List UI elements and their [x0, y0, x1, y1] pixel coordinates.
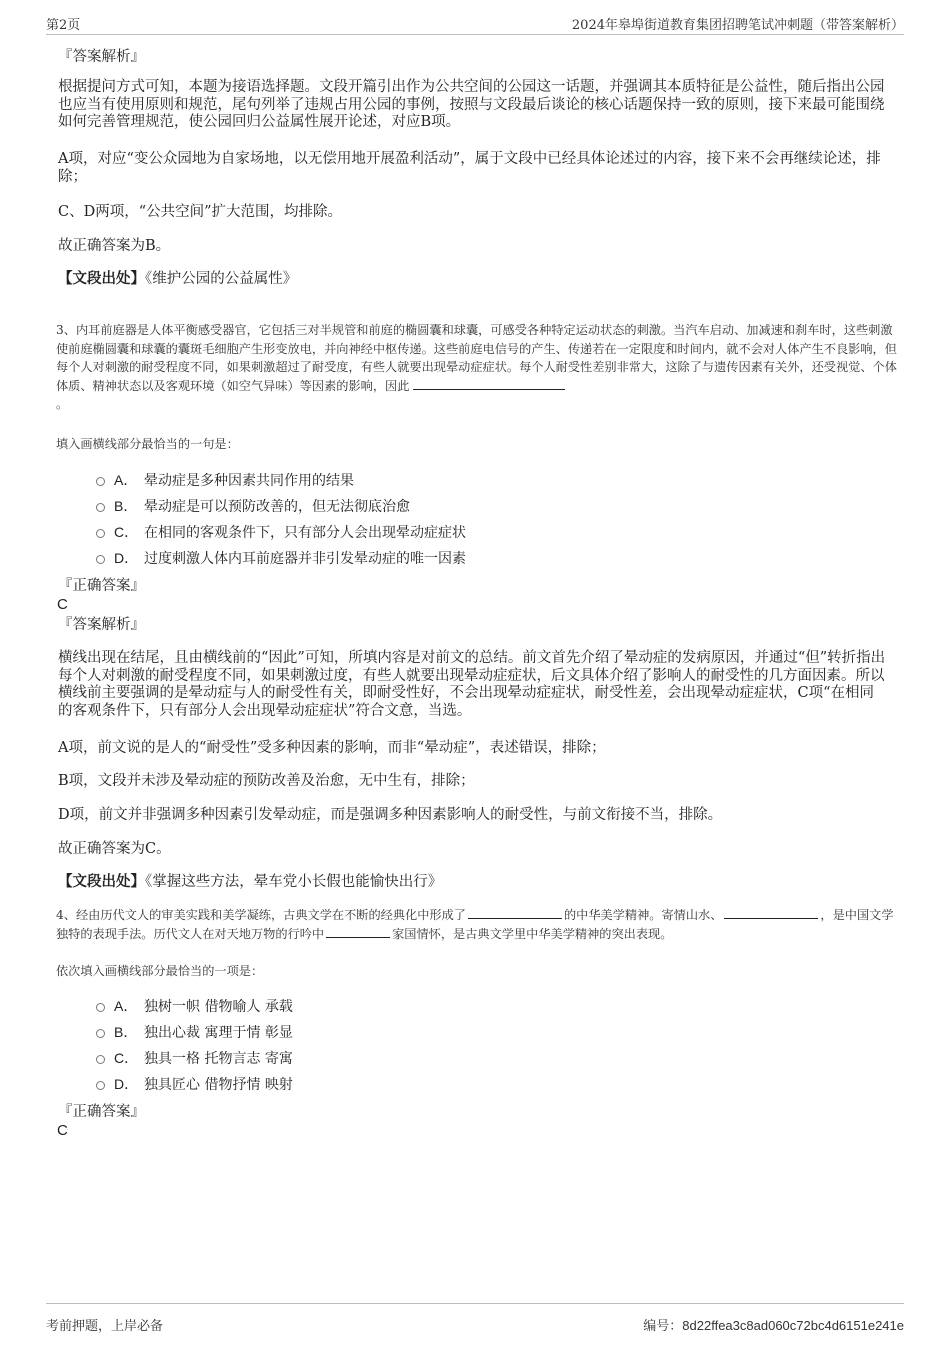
option-letter: D．: [114, 1076, 139, 1092]
option-letter: A．: [114, 998, 138, 1014]
q4-stem-text: 4、经由历代文人的审美实践和美学凝练，古典文学在不断的经典化中形成了: [56, 908, 466, 922]
q4-option-b[interactable]: [96, 1023, 293, 1042]
q3-analysis-paragraph: 故正确答案为C。: [58, 841, 171, 857]
q4-stem: [56, 906, 901, 943]
radio-button-icon[interactable]: [96, 477, 105, 486]
q3-source: [58, 873, 442, 891]
page-header: [46, 14, 904, 35]
q4-stem-text: 的中华美学精神。寄情山水、: [563, 908, 723, 922]
option-letter: A．: [114, 472, 138, 488]
q2-source: [58, 270, 297, 288]
q2-analysis-label: 『答案解析』: [58, 49, 145, 65]
q4-option-d[interactable]: [96, 1075, 293, 1094]
option-letter: B．: [114, 1024, 138, 1040]
q4-blank-3: [326, 925, 390, 938]
q3-analysis-paragraph: D项，前文并非强调多种因素引发晕动症，而是强调多种因素影响人的耐受性，与前文衔接不当，排除。: [58, 807, 723, 823]
q3-analysis-paragraph: B项，文段并未涉及晕动症的预防改善及治愈，无中生有，排除；: [58, 773, 475, 789]
radio-button-icon[interactable]: [96, 529, 105, 538]
q2-analysis-paragraph: 故正确答案为B。: [58, 238, 171, 254]
option-letter: B．: [114, 498, 138, 514]
q4-blank-1: [468, 906, 562, 919]
option-text: 过度刺激人体内耳前庭器并非引发晕动症的唯一因素: [144, 551, 466, 567]
option-text: 在相同的客观条件下，只有部分人会出现晕动症症状: [144, 525, 466, 541]
option-text: 独具匠心 借物抒情 映射: [144, 1077, 293, 1093]
option-letter: D．: [114, 550, 139, 566]
q4-prompt: 依次填入画横线部分最恰当的一项是：: [56, 964, 264, 978]
option-letter: C．: [114, 1050, 139, 1066]
q3-analysis-label: 『答案解析』: [58, 617, 145, 633]
q2-analysis-paragraph: 根据提问方式可知，本题为接语选择题。文段开篇引出作为公共空间的公园这一话题，并强调其本质特征是公益性，随后指出公园也应当有使用原则和规范，尾句列举了违规占用公园的事例，按照与文段最后谈论的核心话题保持一致的原则，接下来最可能围绕如何完善管理规范，使公园回归公益属性展开论述，对应B项。: [58, 79, 885, 131]
page-number: 第2页: [46, 18, 81, 33]
option-text: 晕动症是多种因素共同作用的结果: [144, 473, 354, 489]
q4-blank-2: [724, 906, 818, 919]
radio-button-icon[interactable]: [96, 503, 105, 512]
q3-correct-answer: C: [57, 596, 68, 613]
document-code: [643, 1315, 904, 1334]
q3-analysis-paragraph: 横线出现在结尾，且由横线前的“因此”可知，所填内容是对前文的总结。前文首先介绍了晕动症的发病原因，并通过“但”转折指出每个人对刺激的耐受程度不同，如果刺激过度，有些人就要出现晕动症症状，后文具体介绍了影响人的耐受性的几方面因素。所以横线前主要强调的是晕动症与人的耐受性有关，即耐受性好，不会出现晕动症症状，耐受性差，会出现晕动症症状，C项“在相同的客观条件下，只有部分人会出现晕动症症状”符合文意，当选。: [58, 650, 886, 719]
q4-stem-text: ，是中国文学独特的表现手法。历代文人在对天地万物的行吟中: [56, 908, 894, 941]
radio-button-icon[interactable]: [96, 555, 105, 564]
q3-option-a[interactable]: [96, 471, 354, 490]
q3-stem-text: 3、内耳前庭器是人体平衡感受器官，它包括三对半规管和前庭的椭圆囊和球囊，可感受各种特定运动状态的刺激。当汽车启动、加减速和刹车时，这些刺激使前庭椭圆囊和球囊的囊斑毛细胞产生形变放电，并向神经中枢传递。这些前庭电信号的产生、传递若在一定限度和时间内，就不会对人体产生不良影响，但每个人对刺激的耐受程度不同，如果刺激超过了耐受度，有些人就要出现晕动症症状。每个人耐受性差别非常大，这除了与遗传因素有关外，还受视觉、个体体质、精神状态以及客观环境（如空气异味）等因素的影响，因此: [56, 323, 897, 393]
option-text: 独具一格 托物言志 寄寓: [144, 1051, 293, 1067]
radio-button-icon[interactable]: [96, 1081, 105, 1090]
option-text: 独树一帜 借物喻人 承载: [144, 999, 293, 1015]
q2-source-text: 《维护公园的公益属性》: [145, 271, 298, 287]
q3-prompt: 填入画横线部分最恰当的一句是：: [56, 437, 239, 451]
q4-stem-text: 家国情怀，是古典文学里中华美学精神的突出表现。: [392, 926, 673, 941]
q3-stem: [56, 321, 901, 414]
document-title: 2024年皋埠街道教育集团招聘笔试冲刺题（带答案解析）: [571, 18, 904, 33]
q4-correct-label: 『正确答案』: [58, 1104, 145, 1120]
q4-option-c[interactable]: [96, 1049, 293, 1068]
option-text: 晕动症是可以预防改善的，但无法彻底治愈: [144, 499, 410, 515]
page-footer: [46, 1303, 904, 1344]
radio-button-icon[interactable]: [96, 1055, 105, 1064]
q3-option-d[interactable]: [96, 549, 466, 568]
q3-option-c[interactable]: [96, 523, 466, 542]
q2-source-label: 【文段出处】: [58, 270, 145, 287]
q3-stem-end: 。: [56, 397, 69, 412]
q3-analysis-paragraph: A项，前文说的是人的“耐受性”受多种因素的影响，而非“晕动症”，表述错误，排除；: [58, 740, 606, 756]
code-value: 8d22ffea3c8ad060c72bc4d6151e241e: [682, 1318, 904, 1333]
option-letter: C．: [114, 524, 139, 540]
q2-analysis-paragraph: A项，对应“变公众园地为自家场地，以无偿用地开展盈利活动”，属于文段中已经具体论述过的内容，接下来不会再继续论述，排除；: [58, 151, 881, 185]
radio-button-icon[interactable]: [96, 1029, 105, 1038]
code-label: 编号：: [643, 1318, 683, 1333]
q3-blank: [413, 377, 565, 390]
q4-option-a[interactable]: [96, 997, 293, 1016]
option-text: 独出心裁 寓理于情 彰显: [144, 1025, 293, 1041]
radio-button-icon[interactable]: [96, 1003, 105, 1012]
q2-analysis-paragraph: C、D两项，“公共空间”扩大范围，均排除。: [58, 204, 343, 220]
q3-source-text: 《掌握这些方法，晕车党小长假也能愉快出行》: [145, 874, 443, 890]
q4-correct-answer: C: [57, 1122, 68, 1139]
q3-correct-label: 『正确答案』: [58, 578, 145, 594]
footer-slogan: 考前押题，上岸必备: [46, 1319, 164, 1334]
q3-option-b[interactable]: [96, 497, 410, 516]
q3-source-label: 【文段出处】: [58, 873, 145, 890]
